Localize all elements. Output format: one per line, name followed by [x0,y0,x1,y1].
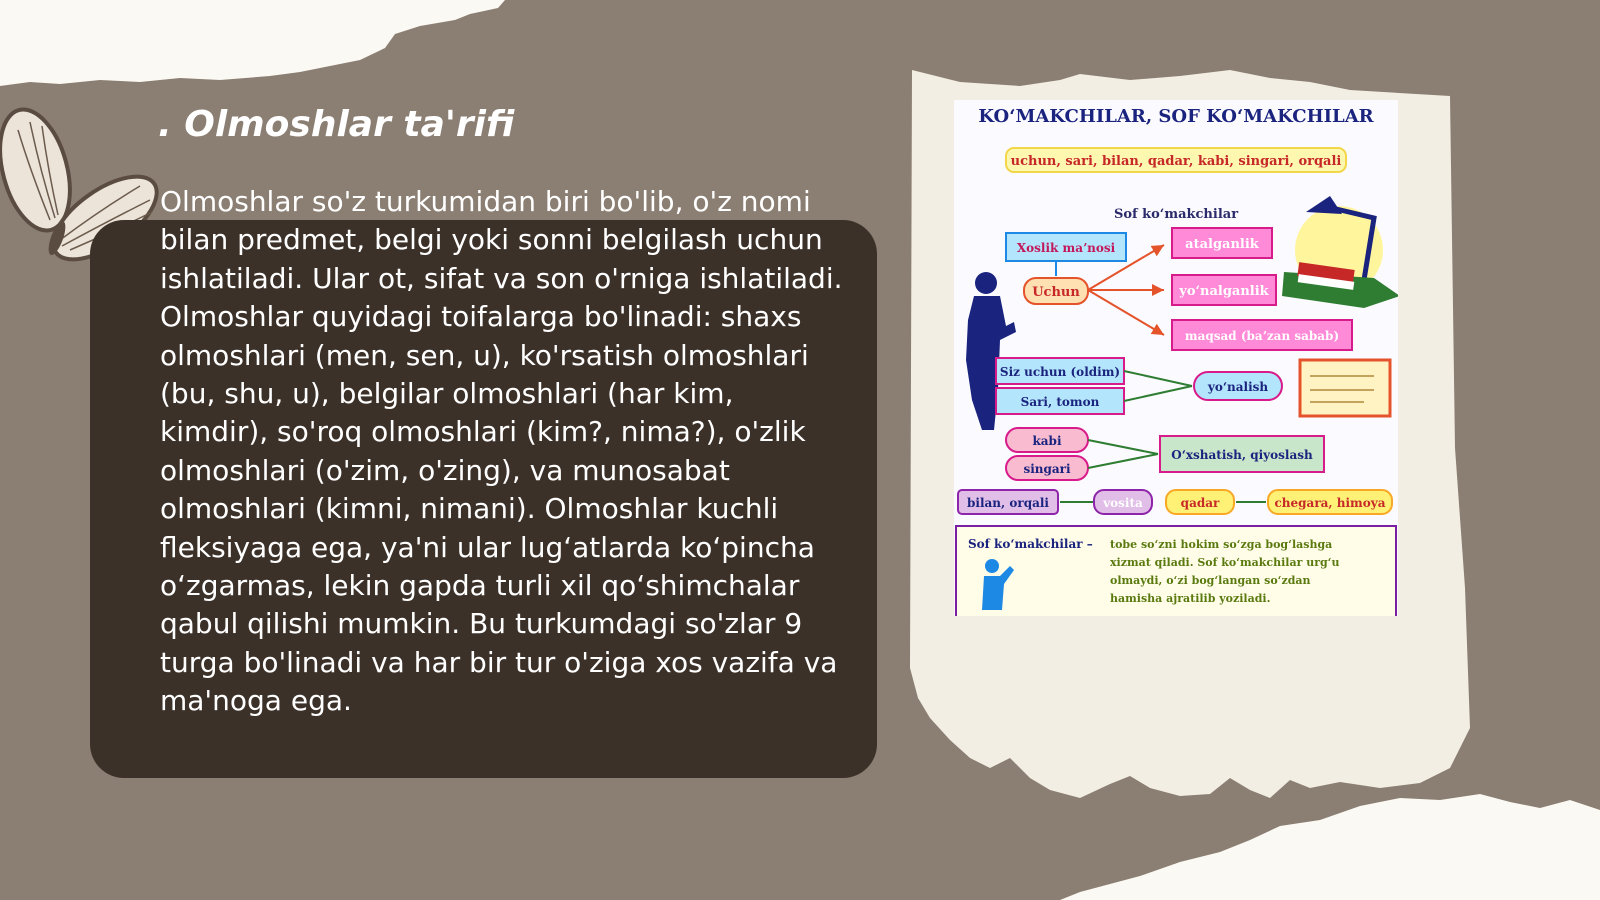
box-vosita-text: vosita [1103,496,1143,510]
box-qadar-text: qadar [1180,496,1220,510]
books-icon [1282,262,1398,308]
notebook-icon [1300,360,1390,416]
box-siz-uchun-text: Siz uchun (oldim) [999,365,1121,379]
box-sari-text: Sari, tomon [1020,395,1100,409]
diagram-title: KOʻMAKCHILAR, SOF KOʻMAKCHILAR [978,106,1374,127]
diagram-image [954,100,1398,616]
body-text: Olmoshlar so'z turkumidan biri bo'lib, o'z nomi bilan predmet, belgi yoki sonni belgilash uchun ishlatiladi. Ular ot, sifat va son o'rniga ishlatiladi. Olmoshlar quyidagi toifalarga bo'linadi: shaxs olmoshlari (men, sen, u), ko'rsatish olmoshlari (bu, shu, u), belgilar olmoshlari (har kim, kimdir), so'roq olmoshlari (kim?, nima?), o'zlik olmoshlari (o'zim, o'zing), va munosabat olmoshlari (kimni, nimani). Olmoshlar kuchli fleksiyaga ega, ya'ni ular lug‘atlarda ko‘pincha o‘zgarmas, lekin gapda turli xil qo‘shimchalar qabul qilishi mumkin. Bu turkumdagi so'zlar 9 turga bo'linadi va har bir tur o'ziga xos vazifa va ma'noga ega. [160,185,843,718]
box-yonalganlik-text: yoʻnalganlik [1179,284,1269,299]
box-uchun-text: Uchun [1032,285,1080,300]
box-atalganlik-text: atalganlik [1185,237,1259,252]
box-xoslik-text: Xoslik maʼnosi [1016,241,1116,255]
box-maqsad-text: maqsad (baʼzan sabab) [1184,329,1340,343]
word-list-text: uchun, sari, bilan, qadar, kabi, singari, orqali [1010,154,1342,169]
box-singari-text: singari [1023,462,1071,476]
slide-title: . Olmoshlar ta'rifi [158,104,515,145]
box-bilan-text: bilan, orqali [967,496,1049,510]
definition-line-3: olmaydi, oʻzi bogʻlangan soʻzdan [1110,574,1311,587]
box-yonalish-text: yoʻnalish [1207,380,1269,394]
diagram-subtitle: Sof koʻmakchilar [1113,207,1239,222]
box-oxshatish-text: Oʻxshatish, qiyoslash [1171,448,1313,462]
box-kabi-text: kabi [1032,434,1062,448]
definition-line-4: hamisha ajratilib yoziladi. [1110,592,1271,605]
box-chegara-text: chegara, himoya [1274,496,1386,510]
definition-line-2: xizmat qiladi. Sof koʻmakchilar urgʻu [1110,556,1340,569]
definition-label: Sof koʻmakchilar – [968,537,1093,551]
definition-line-1: tobe soʻzni hokim soʻzga bogʻlashga [1110,538,1333,551]
